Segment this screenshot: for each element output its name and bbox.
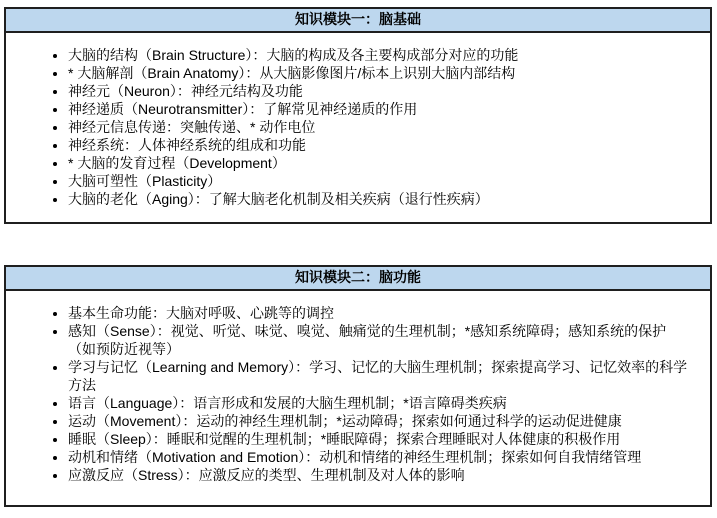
list-item: • 神经系统：人体神经系统的组成和功能	[68, 136, 692, 154]
module-1-title: 知识模块一：脑基础	[295, 11, 421, 27]
list-item: • 运动（Movement）：运动的神经生理机制；*运动障碍；探索如何通过科学的运动促进健康	[68, 412, 692, 430]
module-2-body	[6, 291, 710, 494]
list-item: • 语言（Language）：语言形成和发展的大脑生理机制；*语言障碍类疾病	[68, 394, 692, 412]
list-item: • 感知（Sense）：视觉、听觉、味觉、嗅觉、触痛觉的生理机制；*感知系统障碍；感知系统的保护（如预防近视等）	[68, 322, 692, 358]
list-item: • 大脑可塑性（Plasticity）	[68, 172, 692, 190]
list-item: • 神经元（Neuron）：神经元结构及功能	[68, 82, 692, 100]
module-1-body	[6, 33, 710, 218]
module-2-title: 知识模块二：脑功能	[295, 269, 421, 285]
list-item: • 应激反应（Stress）：应激反应的类型、生理机制及对人体的影响	[68, 466, 692, 484]
list-item: • 动机和情绪（Motivation and Emotion）：动机和情绪的神经生理机制；探索如何自我情绪管理	[68, 448, 692, 466]
module-box-brain-functions	[4, 265, 712, 507]
module-1-list	[32, 46, 692, 208]
module-2-list	[32, 304, 692, 484]
list-item: • 神经元信息传递：突触传递、* 动作电位	[68, 118, 692, 136]
list-item: • 神经递质（Neurotransmitter）：了解常见神经递质的作用	[68, 100, 692, 118]
list-item: • * 大脑的发育过程（Development）	[68, 154, 692, 172]
module-box-brain-basics	[4, 7, 712, 224]
list-item: • 大脑的结构（Brain Structure）：大脑的构成及各主要构成部分对应的功能	[68, 46, 692, 64]
list-item: • * 大脑解剖（Brain Anatomy）：从大脑影像图片/标本上识别大脑内部结构	[68, 64, 692, 82]
list-item: • 大脑的老化（Aging）：了解大脑老化机制及相关疾病（退行性疾病）	[68, 190, 692, 208]
module-1-header	[6, 9, 710, 33]
list-item: • 基本生命功能：大脑对呼吸、心跳等的调控	[68, 304, 692, 322]
list-item: • 学习与记忆（Learning and Memory）：学习、记忆的大脑生理机制；探索提高学习、记忆效率的科学方法	[68, 358, 692, 394]
list-item: • 睡眠（Sleep）：睡眠和觉醒的生理机制；*睡眠障碍；探索合理睡眠对人体健康的积极作用	[68, 430, 692, 448]
module-2-header	[6, 267, 710, 291]
